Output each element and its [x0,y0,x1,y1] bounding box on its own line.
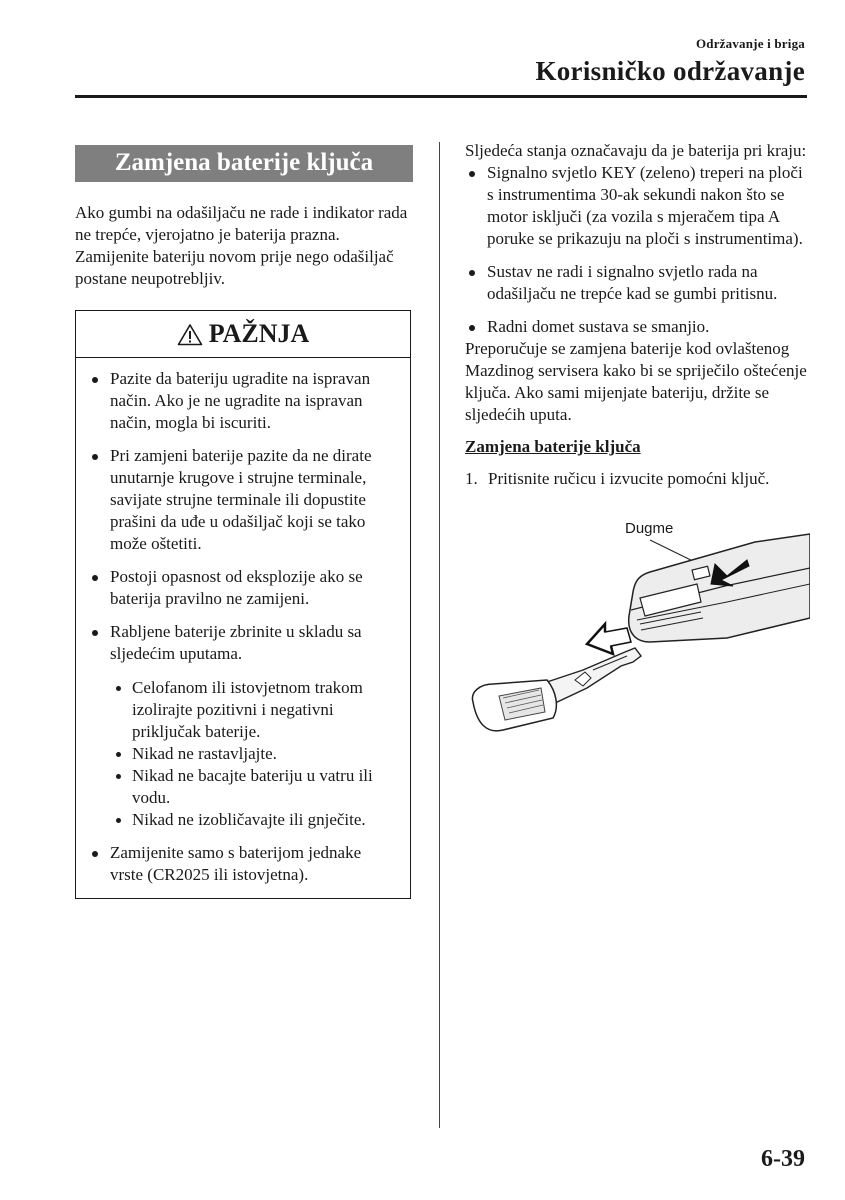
key-fob-diagram [465,520,810,750]
intro-paragraph: Ako gumbi na odašiljaču ne rade i indikator rada ne trepće, vjerojatno je baterija prazna. Zamijenite bateriju novom prije nego odašiljač postane neupotrebljiv. [75,203,408,288]
section-heading: Zamjena baterije ključa [75,145,413,182]
key-illustration [465,520,810,760]
disposal-sublist [110,677,396,831]
bullet-icon [469,270,475,276]
right-column [465,140,810,760]
left-column [75,145,413,899]
bullet-icon [116,774,121,779]
battery-low-list [465,162,810,338]
battery-low-intro: Sljedeća stanja označavaju da je baterija pri kraju: [465,141,807,160]
procedure-heading: Zamjena baterije ključa [465,437,641,456]
bullet-icon [92,851,98,857]
page-number: 6-39 [761,1146,805,1172]
procedure-steps [465,468,810,490]
key-fob-body [629,534,810,642]
caution-body [76,358,410,898]
step-item [465,468,810,490]
list-item: Nikad ne izobličavajte ili gnječite. [110,809,396,831]
list-item: Celofanom ili istovjetnom trakom izolirajte pozitivni i negativni priključak baterije. [110,677,396,743]
figure-label-button: Dugme [625,520,674,537]
bullet-icon [116,686,121,691]
list-item: Rabljene baterije zbrinite u skladu sa sljedećim uputama. Celofanom ili istovjetnom trakom izolirajte pozitivni i negativni priključak baterije. Nikad ne rastavljajte. Nikad ne bacajte bateriju u vatru ili vodu. Nikad ne izobličavajte ili gnječite. [88,621,396,831]
page-title: Korisničko održavanje [535,56,805,86]
bullet-icon [92,377,98,383]
list-item: Radni domet sustava se smanjio. [465,316,810,338]
caution-header [76,311,410,358]
step-text: Pritisnite ručicu i izvucite pomoćni ključ. [488,469,770,488]
step-number: 1. [465,469,478,488]
list-item: Pazite da bateriju ugradite na ispravan način. Ako je ne ugradite na ispravan način, mogla bi iscuriti. [88,368,396,434]
header-divider [75,95,807,98]
pull-arrow-icon [587,624,631,654]
bullet-icon [469,171,475,177]
list-item: Pri zamjeni baterije pazite da ne dirate unutarnje krugove i strujne terminale, savijate strujne terminale ili dopustite prašini da uđe u odašiljač koji se tako može oštetiti. [88,445,396,555]
caution-list [88,368,396,886]
bullet-icon [92,575,98,581]
auxiliary-key [472,648,641,731]
bullet-icon [469,325,475,331]
list-item: Nikad ne bacajte bateriju u vatru ili vodu. [110,765,396,809]
bullet-icon [92,454,98,460]
bullet-icon [116,818,121,823]
list-item: Nikad ne rastavljajte. [110,743,396,765]
column-divider [439,142,440,1128]
list-item: Signalno svjetlo KEY (zeleno) treperi na ploči s instrumentima 30-ak sekundi nakon što se motor isključi (za vozila s mjeračem tipa A poruke se prikazuju na ploči s instrumentima). [465,162,810,250]
list-item: Postoji opasnost od eksplozije ako se baterija pravilno ne zamijeni. [88,566,396,610]
list-item: Zamijenite samo s baterijom jednake vrste (CR2025 ili istovjetna). [88,842,396,886]
header-section-label: Održavanje i briga [695,36,805,51]
caution-box [75,310,411,899]
bullet-icon [92,630,98,636]
bullet-icon [116,752,121,757]
list-item: Sustav ne radi i signalno svjetlo rada na odašiljaču ne trepće kad se gumbi pritisnu. [465,261,810,305]
caution-title: PAŽNJA [208,319,310,348]
warning-triangle-icon [177,323,203,346]
recommendation-paragraph: Preporučuje se zamjena baterije kod ovlaštenog Mazdinog servisera kako bi se spriječilo oštećenje ključa. Ako sami mijenjate bateriju, držite se sljedećih uputa. [465,339,807,424]
